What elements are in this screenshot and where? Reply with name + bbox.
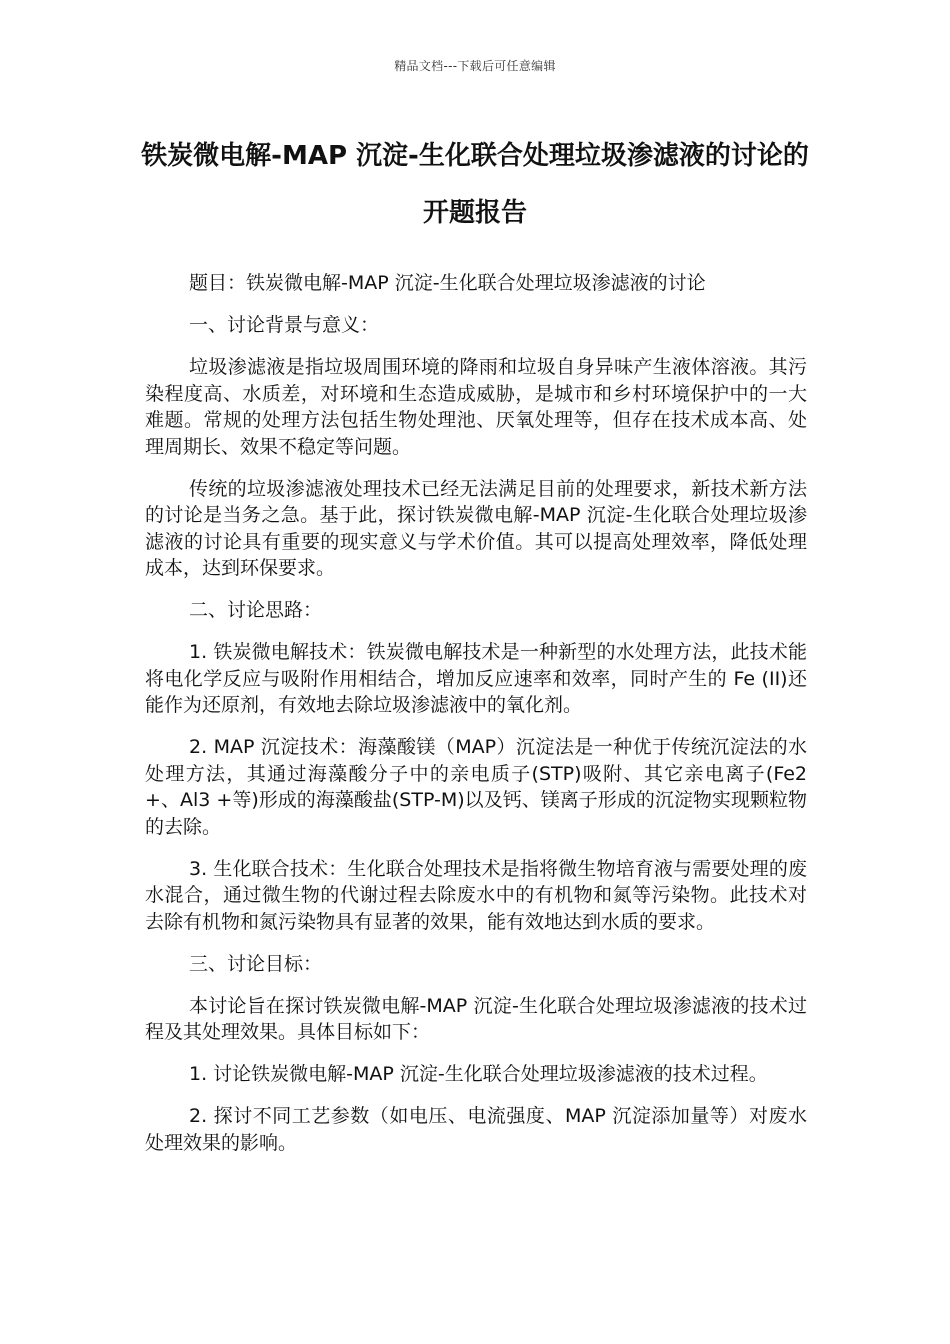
section-heading-approach: 二、讨论思路： [189,599,323,621]
list-item: 2. 探讨不同工艺参数（如电压、电流强度、MAP 沉淀添加量等）对废水处理效果的影响。 [145,1105,807,1154]
paragraph: 垃圾渗滤液是指垃圾周围环境的降雨和垃圾自身异味产生液体溶液。其污染程度高、水质差，对环境和生态造成威胁，是城市和乡村环境保护中的一大难题。常规的处理方法包括生物处理池、厌氧处理等，但存在技术成本高、处理周期长、效果不稳定等问题。 [145,356,807,458]
list-item: 1. 铁炭微电解技术：铁炭微电解技术是一种新型的水处理方法，此技术能将电化学反应与吸附作用相结合，增加反应速率和效率，同时产生的 Fe (II)还能作为还原剂，有效地去除垃圾渗滤液中的氧化剂。 [145,641,807,716]
list-item: 3. 生化联合技术：生化联合处理技术是指将微生物培育液与需要处理的废水混合，通过微生物的代谢过程去除废水中的有机物和氮等污染物。此技术对去除有机物和氮污染物具有显著的效果，能有效地达到水质的要求。 [145,857,807,933]
section-heading-background: 一、讨论背景与意义： [189,314,380,336]
watermark-header: 精品文档---下载后可任意编辑 [394,59,556,73]
paragraph: 传统的垃圾渗滤液处理技术已经无法满足目前的处理要求，新技术新方法的讨论是当务之急。基于此，探讨铁炭微电解-MAP 沉淀-生化联合处理垃圾渗滤液的讨论具有重要的现实意义与学术价值。其可以提高处理效率，降低处理成本，达到环保要求。 [145,477,807,579]
section-heading-goals: 三、讨论目标： [189,952,323,975]
paragraph-topic: 题目：铁炭微电解-MAP 沉淀-生化联合处理垃圾渗滤液的讨论 [189,272,706,294]
document-body [145,270,807,1172]
paragraph: 本讨论旨在探讨铁炭微电解-MAP 沉淀-生化联合处理垃圾渗滤液的技术过程及其处理效果。具体目标如下： [145,994,807,1043]
document-title: 铁炭微电解-MAP 沉淀-生化联合处理垃圾渗滤液的讨论的开题报告 [141,141,809,228]
list-item: 2. MAP 沉淀技术：海藻酸镁（MAP）沉淀法是一种优于传统沉淀法的水处理方法，其通过海藻酸分子中的亲电质子(STP)吸附、其它亲电离子(Fe2 +、Al3 +等)形成的海藻酸盐(STP-M)以及钙、镁离子形成的沉淀物实现颗粒物的去除。 [145,736,807,838]
list-item: 1. 讨论铁炭微电解-MAP 沉淀-生化联合处理垃圾渗滤液的技术过程。 [189,1063,768,1085]
